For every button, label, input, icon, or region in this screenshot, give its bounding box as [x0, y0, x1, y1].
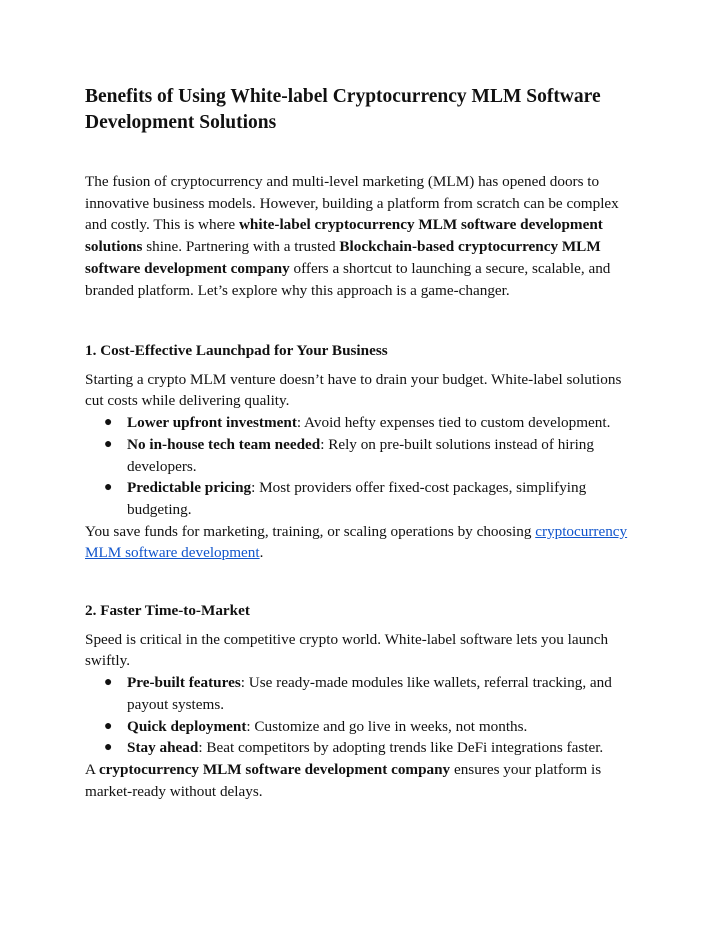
bullet-list [85, 412, 640, 521]
bullet-text: : Most providers offer fixed-cost packages, simplifying budgeting. [127, 479, 587, 518]
section-lead: Starting a crypto MLM venture doesn’t have to drain your budget. White-label solutions cut costs while delivering quality. [85, 370, 622, 410]
intro-bold-1: white-label cryptocurrency MLM software development solutions [85, 216, 603, 256]
bullet-text: : Avoid hefty expenses tied to custom development. [296, 414, 611, 432]
bullet-icon: ● [104, 480, 113, 496]
bullet-text: : Beat competitors by adopting trends like DeFi integrations faster. [198, 739, 604, 757]
intro-text-2: shine. Partnering with a trusted [142, 238, 340, 256]
section-closing [85, 521, 640, 564]
intro-text-3: offers a shortcut to launching a secure, scalable, and branded platform. Let’s explore why this approach is a game-changer. [85, 259, 611, 299]
section-heading: 1. Cost-Effective Launchpad for Your Business [85, 342, 388, 359]
bullet-bold: Quick deployment [127, 717, 247, 735]
closing-text: You save funds for marketing, training, or scaling operations by choosing [85, 522, 536, 540]
bullet-list [85, 672, 640, 759]
bullet-icon: ● [104, 740, 113, 756]
bullet-bold: Lower upfront investment [127, 414, 297, 432]
list-item [85, 737, 640, 759]
document-title: Benefits of Using White-label Cryptocurrency MLM Software Development Solutions [85, 86, 601, 133]
bullet-icon: ● [104, 718, 113, 734]
section-heading: 2. Faster Time-to-Market [85, 602, 250, 619]
bullet-icon: ● [104, 436, 113, 452]
closing-rest: ensures your platform is market-ready without delays. [85, 760, 602, 800]
intro-bold-2: Blockchain-based cryptocurrency MLM software development company [85, 238, 601, 277]
closing-text: A [85, 760, 99, 778]
bullet-bold: Pre-built features [127, 674, 241, 692]
closing-bold: cryptocurrency MLM software development company [98, 760, 451, 778]
bullet-bold: No in-house tech team needed [127, 435, 321, 453]
intro-paragraph [85, 171, 640, 301]
section-lead: Speed is critical in the competitive crypto world. White-label software lets you launch swiftly. [85, 630, 609, 670]
bullet-text: : Rely on pre-built solutions instead of hiring developers. [127, 435, 594, 475]
bullet-icon: ● [104, 415, 113, 431]
bullet-bold: Predictable pricing [127, 479, 252, 497]
list-item [85, 412, 640, 434]
intro-text-1: The fusion of cryptocurrency and multi-level marketing (MLM) has opened doors to innovative business models. However, building a platform from scratch can be complex and costly. This is where [85, 173, 619, 234]
section-cost-effective [85, 340, 640, 564]
section-time-to-market [85, 600, 640, 802]
bullet-icon: ● [104, 675, 113, 691]
closing-period: . [259, 544, 264, 562]
bullet-text: : Customize and go live in weeks, not months. [246, 717, 528, 735]
list-item [85, 716, 640, 738]
bullet-text: : Use ready-made modules like wallets, referral tracking, and payout systems. [127, 674, 612, 713]
list-item [85, 672, 640, 715]
list-item [85, 434, 640, 477]
section-closing [85, 759, 640, 802]
software-development-link[interactable]: cryptocurrency MLM software development [85, 522, 628, 562]
list-item [85, 477, 640, 520]
bullet-bold: Stay ahead [127, 739, 199, 757]
